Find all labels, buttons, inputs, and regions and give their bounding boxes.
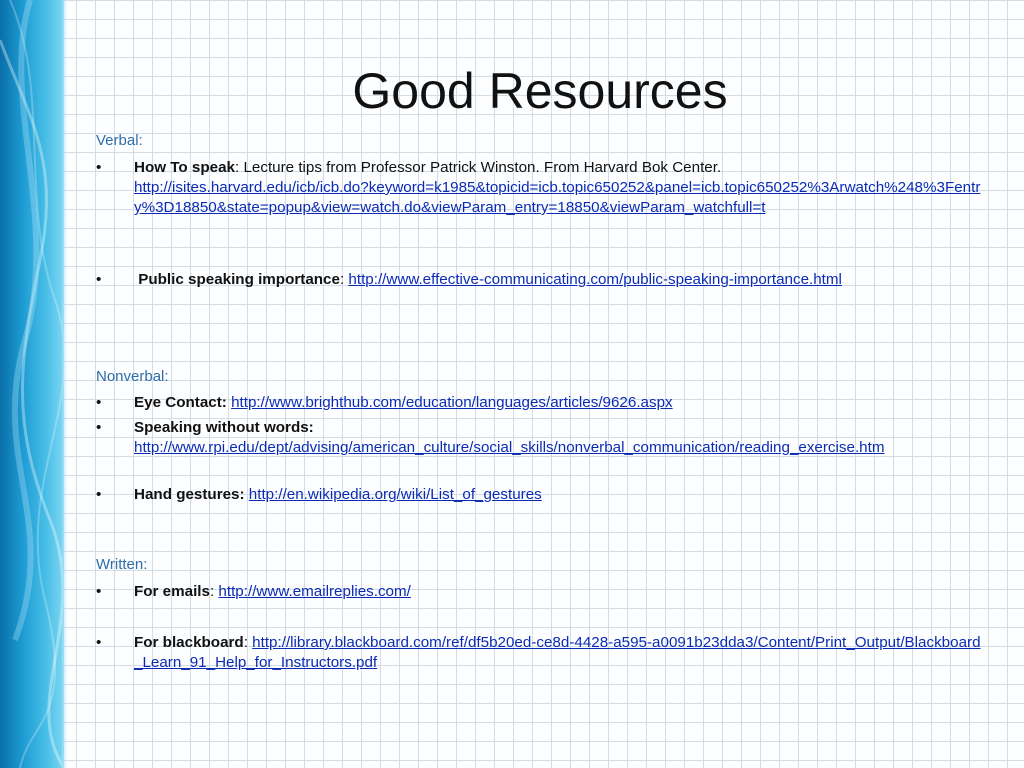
list-item-eye-contact xyxy=(96,393,986,413)
bullet-icon: • xyxy=(96,486,102,503)
list-item-hand-gestures xyxy=(96,485,986,505)
resource-link-public-speaking[interactable]: http://www.effective-communicating.com/public-speaking-importance.html xyxy=(348,271,842,288)
item-label: Hand gestures: xyxy=(134,486,245,503)
item-label: How To speak xyxy=(134,159,235,176)
slide-title: Good Resources xyxy=(352,63,728,119)
item-description: Lecture tips from Professor Patrick Winston. From Harvard Bok Center. xyxy=(243,159,722,176)
resource-link-speaking-without-words[interactable]: http://www.rpi.edu/dept/advising/american_culture/social_skills/nonverbal_communication/reading_exercise.htm xyxy=(134,439,885,456)
list-item-speaking-without-words xyxy=(96,418,986,458)
resource-link-hand-gestures[interactable]: http://en.wikipedia.org/wiki/List_of_gestures xyxy=(248,486,542,503)
list-item-blackboard: • For blackboard: http://library.blackboard.com/ref/df5b20ed-ce8d-4428-a595-a0091b23dda3/Content/Print_Output/Blackboard_Learn_91_Help_for_Instructors.pdf xyxy=(96,634,981,671)
decorative-side-band xyxy=(0,0,64,768)
item-label: Public speaking importance xyxy=(138,271,340,288)
bullet-icon: • xyxy=(96,159,102,176)
resource-link-how-to-speak[interactable]: http://isites.harvard.edu/icb/icb.do?keyword=k1985&topicid=icb.topic650252&panel=icb.topic650252%3Arwatch%248%3Fentry%3D18850&state=popup&view=watch.do&viewParam_entry=18850&viewParam_watchfull=t xyxy=(134,179,981,216)
wave-decoration xyxy=(0,0,64,768)
bullet-icon: • xyxy=(96,634,102,651)
bullet-icon: • xyxy=(96,394,102,411)
bullet-icon: • xyxy=(96,419,102,436)
section-heading-written: Written: xyxy=(96,556,148,573)
section-heading-verbal: Verbal: xyxy=(96,132,143,149)
section-heading-nonverbal: Nonverbal: xyxy=(96,368,169,385)
bullet-icon: • xyxy=(96,271,102,288)
resource-link-blackboard[interactable]: http://library.blackboard.com/ref/df5b20ed-ce8d-4428-a595-a0091b23dda3/Content/Print_Output/Blackboard_Learn_91_Help_for_Instructors.pdf xyxy=(134,634,981,671)
list-item-public-speaking: • Public speaking importance: http://www.effective-communicating.com/public-speaking-importance.html xyxy=(96,271,842,288)
item-label: For blackboard xyxy=(134,634,244,651)
resource-link-eye-contact[interactable]: http://www.brighthub.com/education/languages/articles/9626.aspx xyxy=(231,394,673,411)
item-label: Eye Contact: xyxy=(134,394,227,411)
side-band-edge xyxy=(62,0,67,768)
bullet-icon: • xyxy=(96,583,102,600)
list-item-emails: • For emails: http://www.emailreplies.com/ xyxy=(96,583,411,600)
resource-link-emails[interactable]: http://www.emailreplies.com/ xyxy=(218,583,411,600)
list-item-how-to-speak: • How To speak: Lecture tips from Professor Patrick Winston. From Harvard Bok Center. http://isites.harvard.edu/icb/icb.do?keyword=k1985&topicid=icb.topic650252&panel=icb.topic650252%3Arwatch%248%3Fentry%3D18850&state=popup&view=watch.do&viewParam_entry=18850&viewParam_watchfull=t xyxy=(96,159,981,216)
item-label: Speaking without words: xyxy=(134,419,314,436)
item-label: For emails xyxy=(134,583,210,600)
